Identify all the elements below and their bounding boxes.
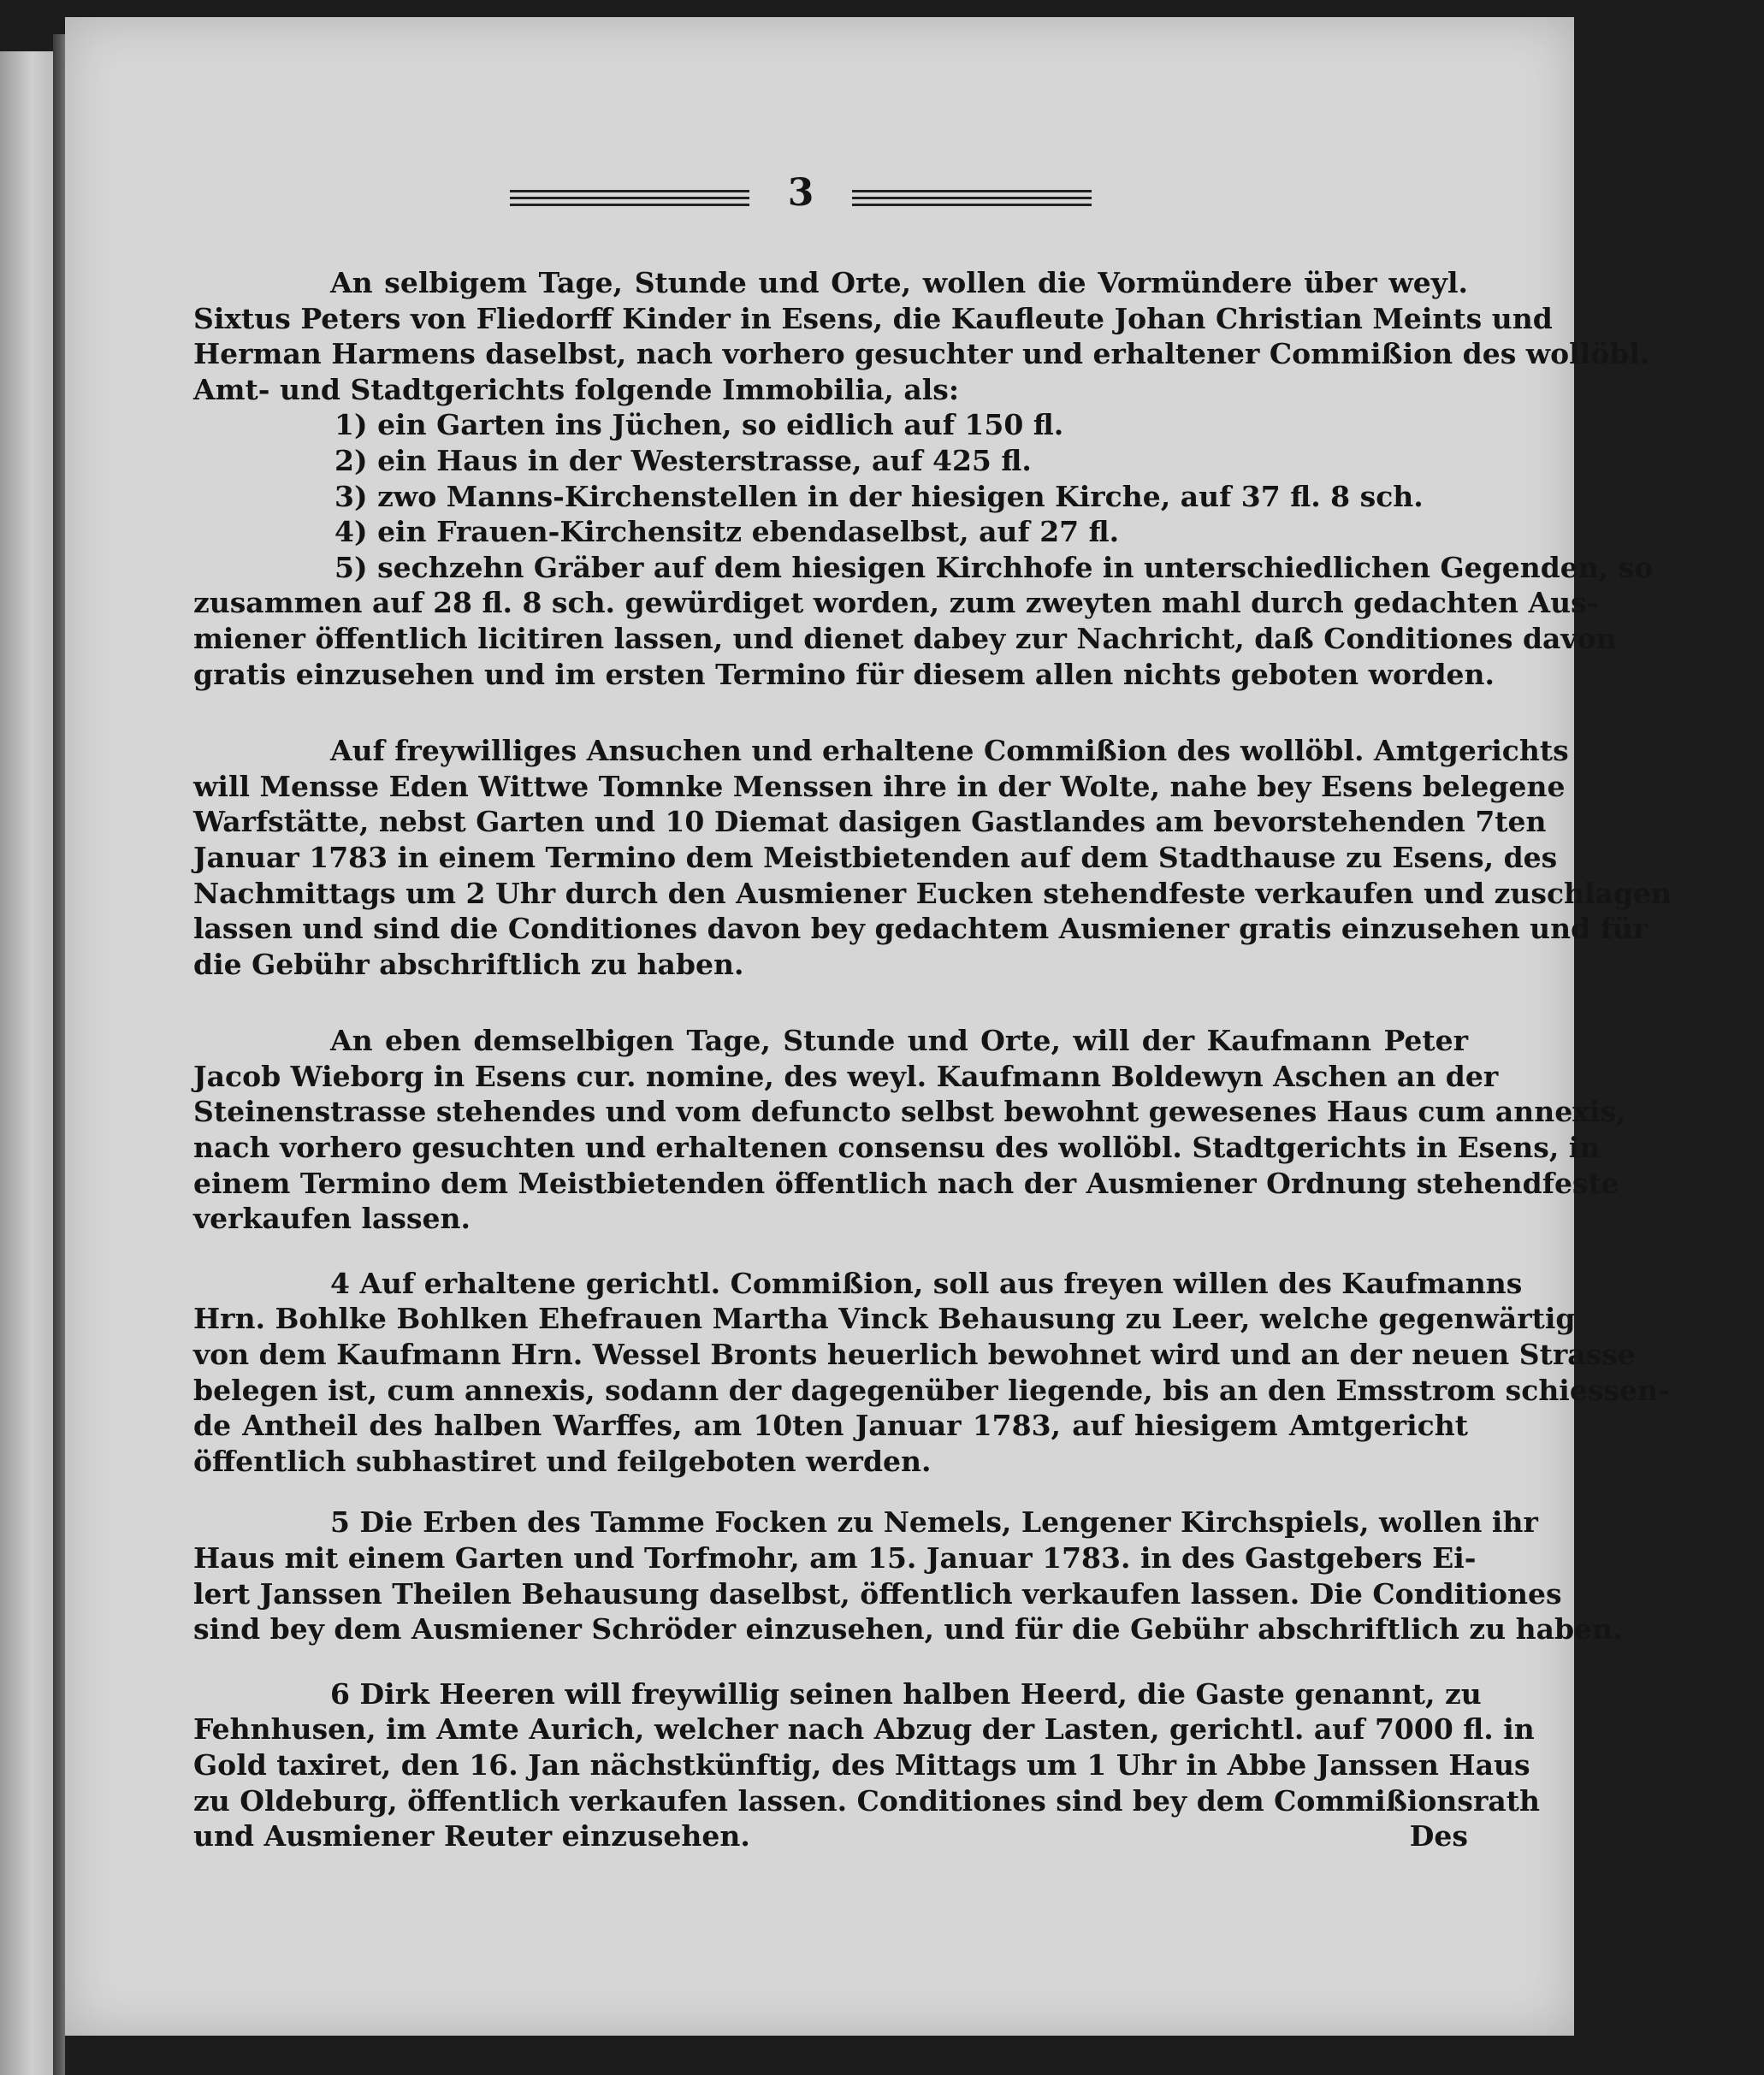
text-line [193, 1818, 1468, 1854]
text-line: will Mensse Eden Wittwe Tomnke Menssen ihre in der Wolte, nahe bey Esens belegene [193, 769, 1566, 803]
text-line: Auf freywilliges Ansuchen und erhaltene Commißion des wollöbl. Amtgerichts [330, 734, 1569, 768]
text-line: Sixtus Peters von Fliedorff Kinder in Esens, die Kaufleute Johan Christian Meints und [193, 301, 1553, 335]
text-line: An selbigem Tage, Stunde und Orte, wollen die Vormündere über weyl. [330, 266, 1468, 299]
text-line: Herman Harmens daselbst, nach vorhero gesuchter und erhaltener Commißion des wollöbl. [193, 337, 1650, 371]
list-item: 1) ein Garten ins Jüchen, so eidlich auf 150 fl. [334, 408, 1064, 442]
text-line: Gold taxiret, den 16. Jan nächstkünftig, des Mittags um 1 Uhr in Abbe Janssen Haus [193, 1747, 1530, 1782]
text-line: gratis einzusehen und im ersten Termino für diesem allen nichts geboten worden. [193, 657, 1495, 691]
text-line: Amt- und Stadtgerichts folgende Immobilia, als: [193, 372, 960, 406]
header-rule-left-3 [510, 204, 749, 206]
text-line: An eben demselbigen Tage, Stunde und Orte, will der Kaufmann Peter [330, 1024, 1468, 1058]
catchword: Des [1409, 1819, 1468, 1853]
text-line: miener öffentlich licitiren lassen, und dienet dabey zur Nachricht, daß Conditiones davon [193, 621, 1617, 655]
book-gutter [53, 34, 65, 2075]
text-line: Haus mit einem Garten und Torfmohr, am 15. Januar 1783. in des Gastgebers Ei- [193, 1541, 1477, 1575]
list-item: 3) zwo Manns-Kirchenstellen in der hiesigen Kirche, auf 37 fl. 8 sch. [334, 479, 1424, 513]
paragraph-mensse-eden [193, 733, 1672, 982]
text-line: de Antheil des halben Warffes, am 10ten Januar 1783, auf hiesigem Amtgericht [193, 1409, 1468, 1443]
paragraph-6-fehnhusen [193, 1676, 1541, 1854]
paragraph-esens-vormuender [193, 265, 1650, 407]
text-line: belegen ist, cum annexis, sodann der dagegenüber liegende, bis an den Emsstrom schiessen- [193, 1373, 1670, 1407]
text-line: öffentlich subhastiret und feilgeboten werden. [193, 1444, 932, 1478]
text-line: von dem Kaufmann Hrn. Wessel Bronts heuerlich bewohnet wird und an der neuen Strasse [193, 1338, 1636, 1372]
text-line: 6 Dirk Heeren will freywillig seinen halben Heerd, die Gaste genannt, zu [330, 1676, 1482, 1711]
page-header [510, 171, 1092, 231]
paragraph-4-leer [193, 1266, 1670, 1480]
text-line: 4 Auf erhaltene gerichtl. Commißion, soll aus freyen willen des Kaufmanns [330, 1266, 1523, 1300]
text-line: Januar 1783 in einem Termino dem Meistbietenden auf dem Stadthause zu Esens, des [193, 840, 1558, 874]
paragraph-continuation [193, 585, 1617, 692]
text-line: Hrn. Bohlke Bohlken Ehefrauen Martha Vinck Behausung zu Leer, welche gegenwärtig [193, 1302, 1576, 1336]
text-line: sind bey dem Ausmiener Schröder einzusehen, und für die Gebühr abschriftlich zu haben. [193, 1612, 1623, 1646]
text-line: lassen und sind die Conditiones davon bey gedachtem Ausmiener gratis einzusehen und für [193, 912, 1649, 946]
page-number: 3 [787, 171, 814, 215]
paragraph-5-nemels [193, 1505, 1623, 1646]
header-rule-left [510, 190, 749, 192]
header-rule-right-2 [852, 197, 1092, 199]
text-line: einem Termino dem Meistbietenden öffentlich nach der Ausmiener Ordnung stehendfeste [193, 1166, 1619, 1200]
text-line: lert Janssen Theilen Behausung daselbst, öffentlich verkaufen lassen. Die Conditiones [193, 1576, 1562, 1611]
document-sheet [65, 17, 1672, 2036]
body-text [193, 265, 1672, 1854]
text-line: zu Oldeburg, öffentlich verkaufen lassen. Conditiones sind bey dem Commißionsrath [193, 1783, 1541, 1818]
text-line: Nachmittags um 2 Uhr durch den Ausmiener Eucken stehendfeste verkaufen und zuschlagen [193, 876, 1672, 910]
text-line: 5 Die Erben des Tamme Focken zu Nemels, Lengener Kirchspiels, wollen ihr [330, 1505, 1538, 1540]
text-line-content: und Ausmiener Reuter einzusehen. [193, 1819, 750, 1853]
header-rule-right [852, 190, 1092, 192]
text-line: Fehnhusen, im Amte Aurich, welcher nach Abzug der Lasten, gerichtl. auf 7000 fl. in [193, 1712, 1535, 1747]
text-line: verkaufen lassen. [193, 1202, 471, 1236]
header-rule-right-3 [852, 204, 1092, 206]
text-line: nach vorhero gesuchten und erhaltenen consensu des wollöbl. Stadtgerichts in Esens, in [193, 1131, 1601, 1165]
paragraph-peter-jacob-wieborg [193, 1023, 1626, 1237]
list-item: 5) sechzehn Gräber auf dem hiesigen Kirchhofe in unterschiedlichen Gegenden, so [334, 550, 1654, 584]
adjacent-page-edge [0, 51, 53, 2075]
immobilia-list [193, 407, 1654, 585]
text-line: die Gebühr abschriftlich zu haben. [193, 947, 744, 981]
text-line: zusammen auf 28 fl. 8 sch. gewürdiget worden, zum zweyten mahl durch gedachten Aus- [193, 586, 1599, 620]
list-item: 4) ein Frauen-Kirchensitz ebendaselbst, auf 27 fl. [334, 515, 1120, 549]
text-line: Jacob Wieborg in Esens cur. nomine, des weyl. Kaufmann Boldewyn Aschen an der [193, 1059, 1499, 1093]
text-line: Steinenstrasse stehendes und vom defuncto selbst bewohnt gewesenes Haus cum annexis, [193, 1095, 1626, 1129]
header-rule-left-2 [510, 197, 749, 199]
text-line: Warfstätte, nebst Garten und 10 Diemat dasigen Gastlandes am bevorstehenden 7ten [193, 805, 1547, 839]
list-item: 2) ein Haus in der Westerstrasse, auf 425 fl. [334, 443, 1032, 477]
